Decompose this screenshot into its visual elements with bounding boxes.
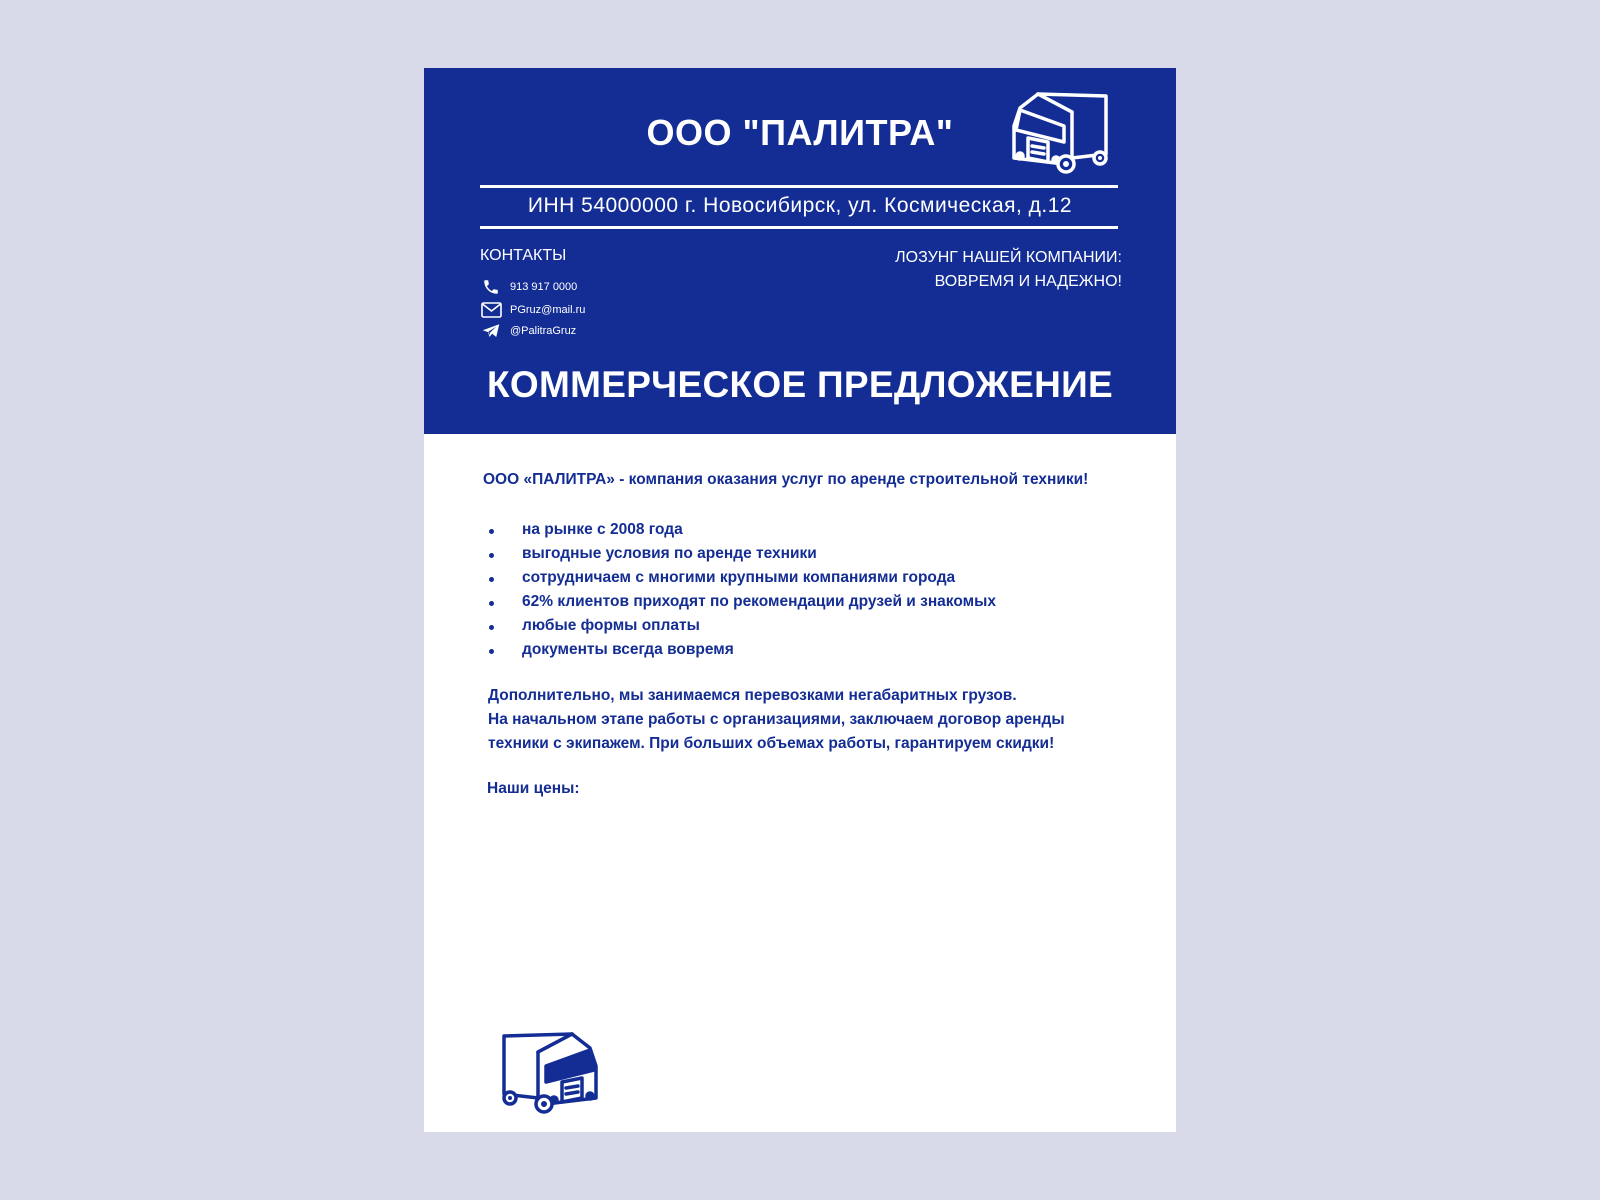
contact-text: 913 917 0000 xyxy=(510,281,578,293)
intro-text: ООО «ПАЛИТРА» - компания оказания услуг по аренде строительной техники! xyxy=(483,471,1089,488)
document-page xyxy=(424,68,1176,1132)
slogan-line: ВОВРЕМЯ И НАДЕЖНО! xyxy=(934,273,1122,290)
paragraph-line: Дополнительно, мы занимаемся перевозками негабаритных грузов. xyxy=(488,687,1017,704)
list-item: любые формы оплаты xyxy=(486,614,996,638)
phone-icon xyxy=(480,278,502,296)
list-item: на рынке с 2008 года xyxy=(486,518,996,542)
letterhead xyxy=(424,68,1176,434)
contact-phone[interactable] xyxy=(480,278,577,296)
truck-icon xyxy=(496,1026,600,1116)
top-divider xyxy=(480,185,1118,188)
paragraph-line: техники с экипажем. При больших объемах работы, гарантируем скидки! xyxy=(488,735,1055,752)
inn-address: ИНН 54000000 г. Новосибирск, ул. Космическая, д.12 xyxy=(527,194,1073,217)
benefits-list xyxy=(486,518,996,662)
contact-email[interactable] xyxy=(480,301,585,319)
additional-info xyxy=(488,684,1065,756)
company-slogan xyxy=(895,246,1122,294)
slogan-line: ЛОЗУНГ НАШЕЙ КОМПАНИИ: xyxy=(895,249,1122,266)
list-item: 62% клиентов приходят по рекомендации друзей и знакомых xyxy=(486,590,996,614)
telegram-icon xyxy=(480,322,502,340)
paragraph-line: На начальном этапе работы с организациями, заключаем договор аренды xyxy=(488,711,1065,728)
mail-icon xyxy=(480,301,502,319)
list-item: сотрудничаем с многими крупными компаниями города xyxy=(486,566,996,590)
company-name: ООО "ПАЛИТРА" xyxy=(646,112,954,153)
prices-label: Наши цены: xyxy=(487,780,580,797)
contacts-title: КОНТАКТЫ xyxy=(480,247,567,264)
list-item: документы всегда вовремя xyxy=(486,638,996,662)
truck-icon xyxy=(1010,86,1114,176)
contact-telegram[interactable] xyxy=(480,322,576,340)
list-item: выгодные условия по аренде техники xyxy=(486,542,996,566)
contact-text: PGruz@mail.ru xyxy=(510,304,586,316)
contact-text: @PalitraGruz xyxy=(510,325,577,337)
bottom-divider xyxy=(480,226,1118,229)
offer-title: КОММЕРЧЕСКОЕ ПРЕДЛОЖЕНИЕ xyxy=(487,364,1113,405)
